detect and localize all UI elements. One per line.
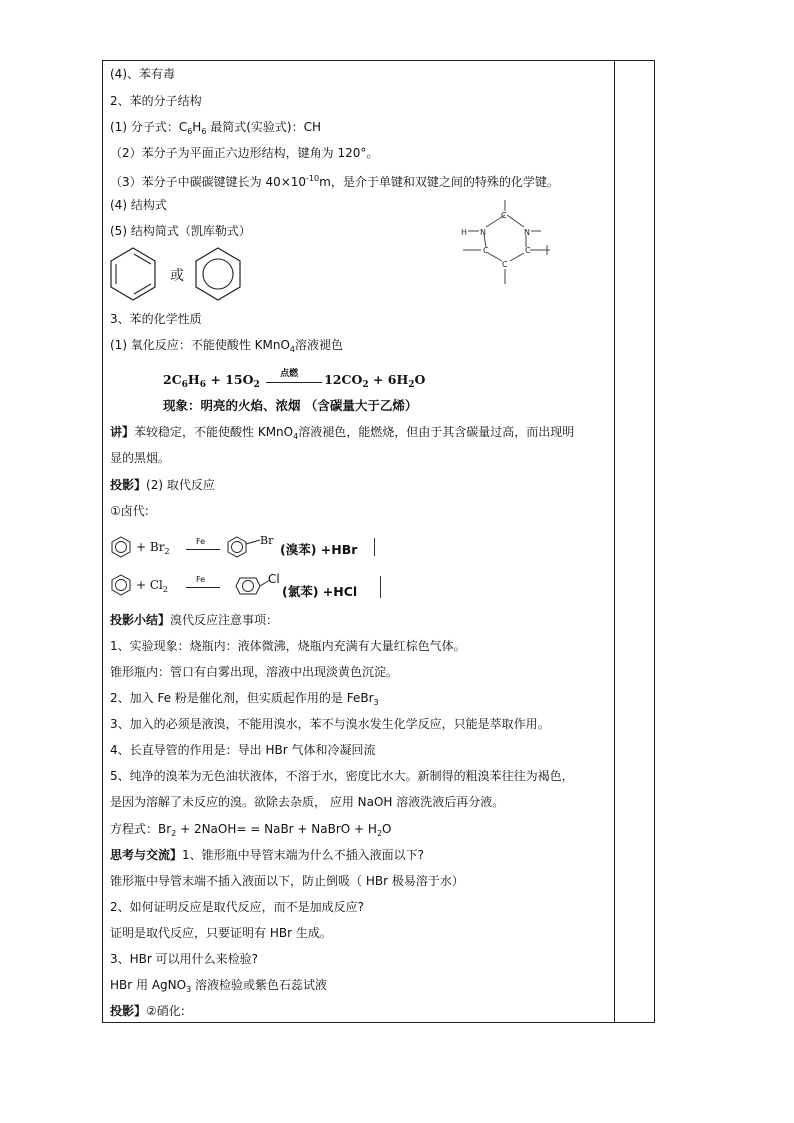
line-naoh-equation: 方程式：$Br_2$ + 2NaOH= = NaBr + NaBrO + $H_2O$ <box>110 822 392 838</box>
line-lecture: 讲】苯较稳定，不能使酸性 KMnO$_4$溶液褪色，能燃烧，但由于其含碳量过高，而出现明 <box>110 425 575 441</box>
atom-n-right: N <box>524 228 530 237</box>
atom-h-left: H <box>461 228 468 237</box>
atom-c-lower-right: C <box>525 246 531 255</box>
benzene-reactant-icon <box>110 536 132 558</box>
or-label: 或 <box>170 268 184 284</box>
kekule-benzene-ring <box>107 246 159 302</box>
line-structural-formula: (4) 结构式 <box>110 198 167 212</box>
aromatic-benzene-ring <box>192 246 244 302</box>
line-bromobenzene-property: 5、纯净的溴苯为无色油状液体，不溶于水，密度比水大。新制得的粗溴苯往往为褐色， <box>110 769 574 783</box>
line-planar-structure: （2）苯分子为平面正六边形结构，键角为 120°。 <box>110 146 379 160</box>
line-conical-flask: 锥形瓶内：管口有白雾出现，溶液中出现淡黄色沉淀。 <box>110 665 399 679</box>
line-answer-2: 证明是取代反应，只要证明有 HBr 生成。 <box>110 926 332 940</box>
atom-n-left: N <box>480 228 486 237</box>
bromination-reaction: + $Br_2$ Fe Br (溴苯) +HBr <box>110 534 390 564</box>
line-catalyst: 2、加入 Fe 粉是催化剂，但实质起作用的是 FeBr$_3$ <box>110 691 379 707</box>
line-purification: 是因为溶解了未反应的溴。欲除去杂质， 应用 NaOH 溶液洗液后再分液。 <box>110 795 505 809</box>
benzene-structural-formula <box>455 193 565 291</box>
ignite-arrow: 点燃 <box>264 374 324 388</box>
chlorobenzene-icon <box>226 574 274 596</box>
phenomenon-note: 现象：明亮的火焰、浓烟 （含碳量大于乙烯） <box>163 398 418 413</box>
line-benzene-toxic: (4)、苯有毒 <box>110 67 175 81</box>
atom-c-top: C <box>501 211 507 220</box>
line-answer-3: HBr 用 AgNO$_3$ 溶液检验或紫色石蕊试液 <box>110 978 327 994</box>
benzene-reactant-icon <box>110 574 132 596</box>
line-substitution: 投影】(2) 取代反应 <box>110 478 215 492</box>
combustion-equation: $2C_6H_6 + 15O_2$ 点燃 $12CO_2 + 6H_2O$ <box>163 368 426 390</box>
line-oxidation: (1) 氧化反应：不能使酸性 KMnO$_4$溶液褪色 <box>110 338 344 354</box>
line-kekule-formula: (5) 结构简式（凯库勒式） <box>110 224 251 238</box>
line-nitration: 投影】②硝化: <box>110 1004 185 1018</box>
line-answer-1: 锥形瓶中导管末端不插入液面以下，防止倒吸（ HBr 极易溶于水） <box>110 874 464 888</box>
line-think-question-1: 思考与交流】1、锥形瓶中导管末端为什么不插入液面以下? <box>110 848 425 862</box>
line-question-3: 3、HBr 可以用什么来检验? <box>110 952 259 966</box>
line-molecular-formula: (1) 分子式：$C_6H_6$ 最简式(实验式)：CH <box>110 120 322 136</box>
line-question-2: 2、如何证明反应是取代反应，而不是加成反应? <box>110 900 365 914</box>
atom-c-lower-left: C <box>483 246 489 255</box>
line-bond-length: （3）苯分子中碳碳键键长为 $40\times 10^{-10}m$，是介于单键和双键之间的特殊的化学键。 <box>110 174 559 189</box>
line-section-3: 3、苯的化学性质 <box>110 312 202 326</box>
chlorination-reaction: + $Cl_2$ Fe Cl (氯苯) +HCl <box>110 572 390 602</box>
line-black-smoke: 显的黑烟。 <box>110 451 171 465</box>
line-halogenation: ①卤代: <box>110 504 149 518</box>
line-condenser: 4、长直导管的作用是：导出 HBr 气体和冷凝回流 <box>110 743 376 757</box>
atom-c-bottom: C <box>502 260 508 269</box>
table-column-divider <box>614 60 615 1023</box>
line-liquid-bromine: 3、加入的必须是液溴，不能用溴水，苯不与溴水发生化学反应，只能是萃取作用。 <box>110 717 550 731</box>
line-flask-phenomenon: 1、实验现象：烧瓶内：液体微沸，烧瓶内充满有大量红棕色气体。 <box>110 639 466 653</box>
line-section-2: 2、苯的分子结构 <box>110 94 202 108</box>
line-summary: 投影小结】溴代反应注意事项： <box>110 613 279 627</box>
